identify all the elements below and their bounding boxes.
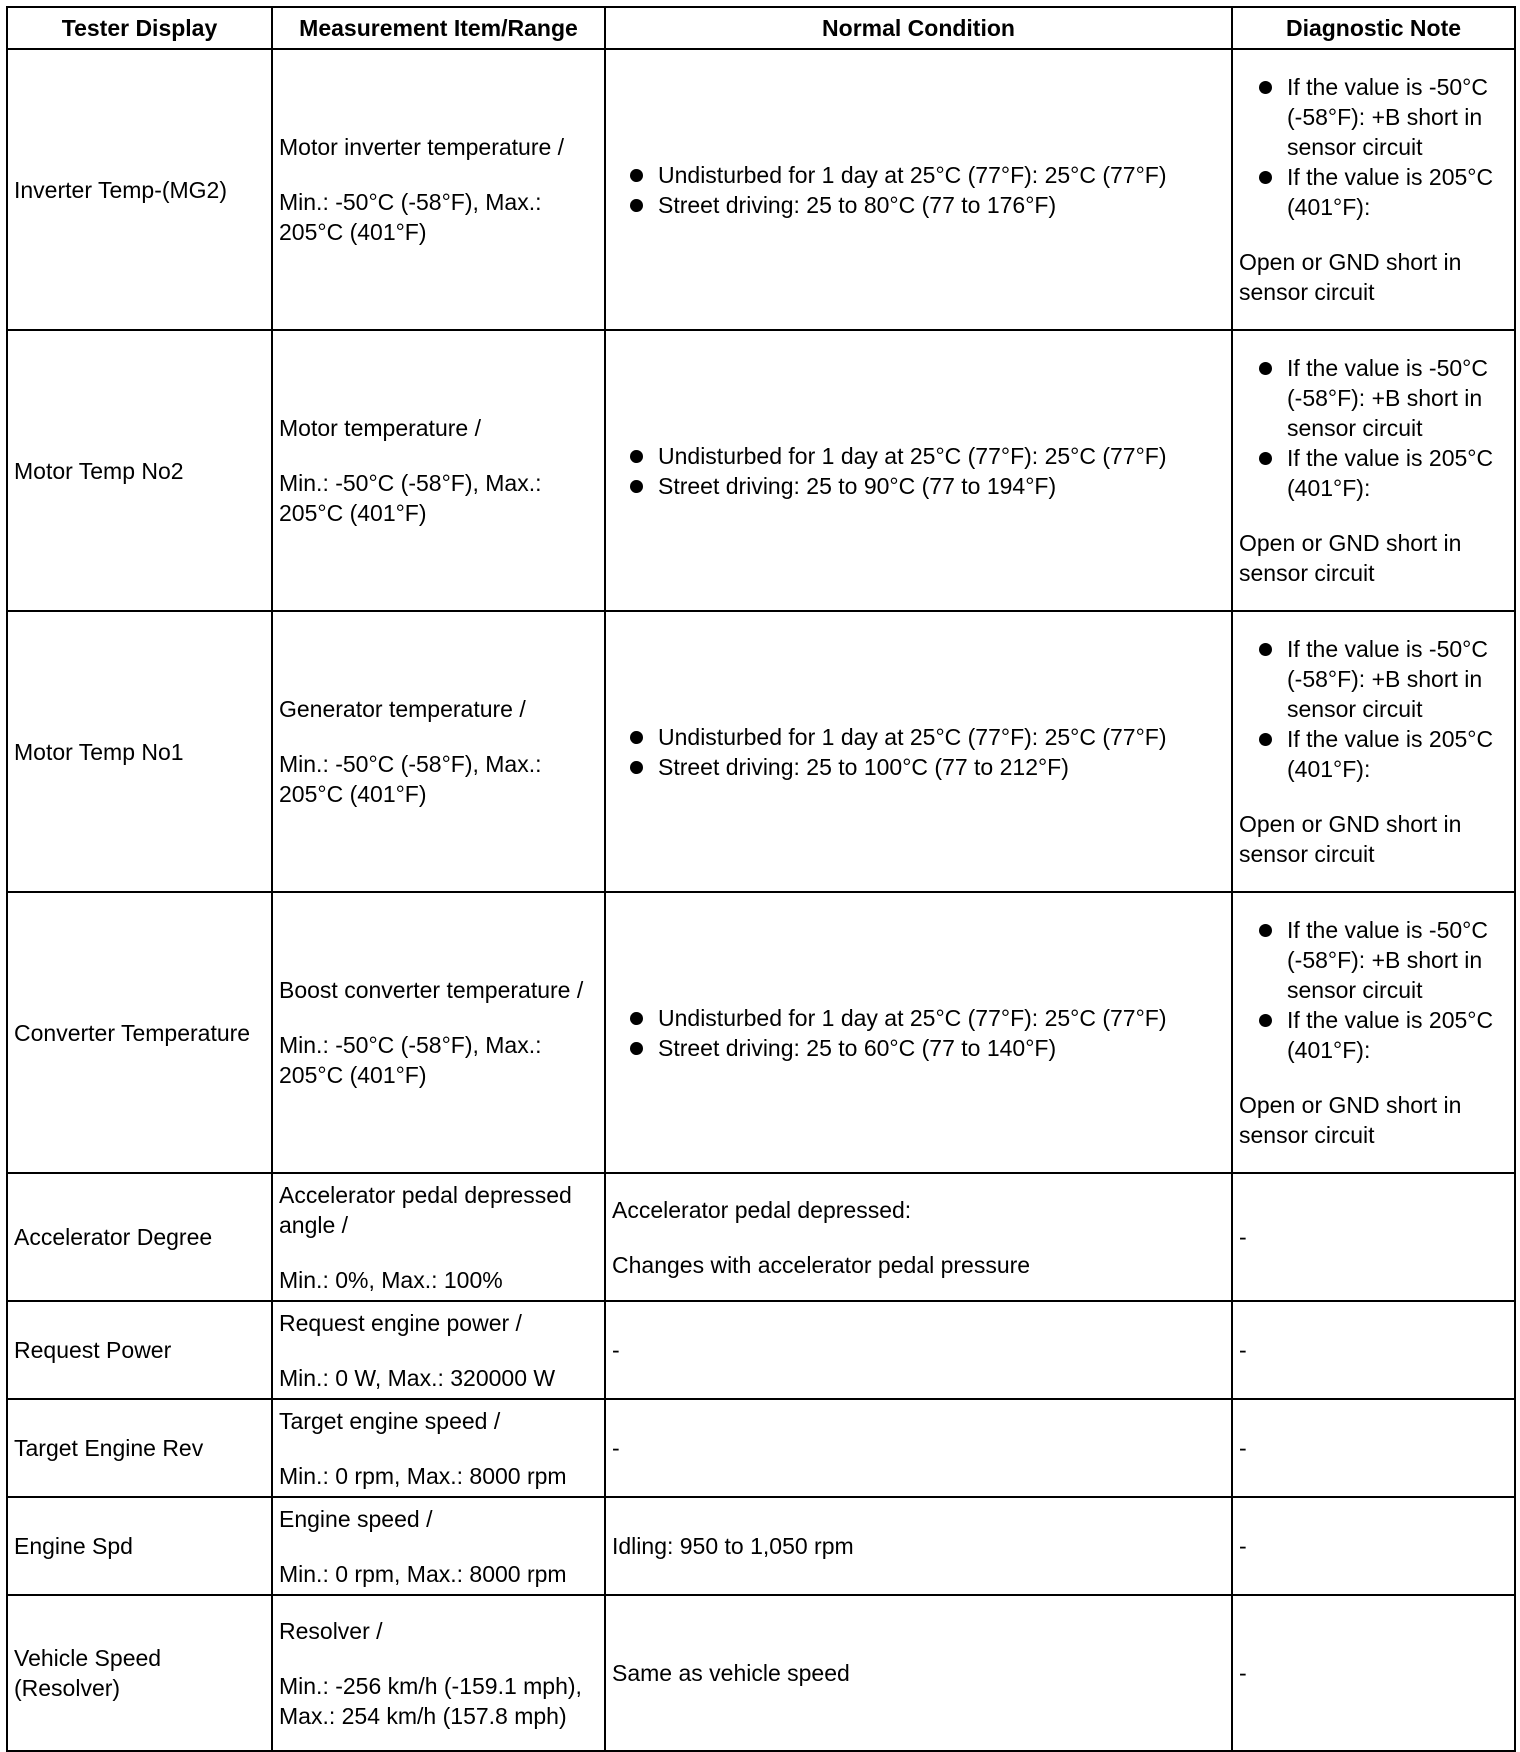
measurement-item: Target engine speed / <box>279 1407 501 1434</box>
normal-condition-cell <box>605 49 1232 330</box>
measurement-cell <box>272 1301 605 1399</box>
diagnostic-note-text: If the value is 205°C (401°F): <box>1287 164 1494 220</box>
diagnostic-note-text: If the value is -50°C (-58°F): +B short in sensor circuit <box>1287 74 1488 160</box>
measurement-cell <box>272 1595 605 1751</box>
measurement-item: Motor temperature / <box>279 415 481 441</box>
diagnostic-note-tail: Open or GND short in sensor circuit <box>1239 811 1462 867</box>
bullet-icon <box>1259 81 1272 94</box>
measurement-item: Generator temperature / <box>279 696 526 722</box>
diagnostic-note-text: If the value is -50°C (-58°F): +B short in sensor circuit <box>1287 636 1488 722</box>
normal-condition-text: Street driving: 25 to 90°C (77 to 194°F) <box>658 472 1057 499</box>
bullet-icon <box>630 761 643 774</box>
tester-display-cell: Request Power <box>7 1301 272 1399</box>
list-item <box>612 471 1225 501</box>
normal-condition-text: Changes with accelerator pedal pressure <box>612 1251 1031 1278</box>
tester-display-cell: Inverter Temp-(MG2) <box>7 49 272 330</box>
diagnostic-note-tail: Open or GND short in sensor circuit <box>1239 1092 1462 1148</box>
table-row <box>7 892 1515 1173</box>
normal-condition-cell: - <box>605 1399 1232 1497</box>
diagnostic-note-text: If the value is -50°C (-58°F): +B short in sensor circuit <box>1287 917 1488 1003</box>
bullet-icon <box>630 199 643 212</box>
normal-condition-cell <box>605 611 1232 892</box>
diagnostic-note-cell: - <box>1232 1173 1515 1301</box>
measurement-range: Min.: 0 rpm, Max.: 8000 rpm <box>279 1560 567 1587</box>
measurement-cell <box>272 1399 605 1497</box>
normal-condition-text: Street driving: 25 to 60°C (77 to 140°F) <box>658 1034 1057 1061</box>
bullet-icon <box>630 480 643 493</box>
bullet-icon <box>1259 643 1272 656</box>
table-row <box>7 1173 1515 1301</box>
diagnostic-note-cell: - <box>1232 1301 1515 1399</box>
table-row <box>7 330 1515 611</box>
diagnostic-note-cell <box>1232 611 1515 892</box>
tester-display-cell: Converter Temperature <box>7 892 272 1173</box>
measurement-item: Resolver / <box>279 1617 383 1644</box>
normal-condition-cell: - <box>605 1301 1232 1399</box>
normal-condition-cell: Same as vehicle speed <box>605 1595 1232 1751</box>
diagnostic-note-text: If the value is 205°C (401°F): <box>1287 445 1494 501</box>
list-item <box>612 722 1225 752</box>
data-list-table <box>6 6 1516 1752</box>
header-normal-condition: Normal Condition <box>605 7 1232 49</box>
measurement-cell <box>272 49 605 330</box>
measurement-cell <box>272 1497 605 1595</box>
measurement-cell <box>272 611 605 892</box>
list-item <box>612 160 1225 190</box>
measurement-range: Min.: -256 km/h (-159.1 mph), Max.: 254 km/h (157.8 mph) <box>279 1672 582 1729</box>
measurement-range: Min.: -50°C (-58°F), Max.: 205°C (401°F) <box>279 470 542 526</box>
bullet-icon <box>1259 1014 1272 1027</box>
normal-condition-cell <box>605 1173 1232 1301</box>
list-item <box>612 752 1225 782</box>
diagnostic-note-tail: Open or GND short in sensor circuit <box>1239 249 1462 305</box>
diagnostic-note-text: If the value is 205°C (401°F): <box>1287 1007 1494 1063</box>
tester-display-cell: Motor Temp No1 <box>7 611 272 892</box>
normal-condition-text: Undisturbed for 1 day at 25°C (77°F): 25°C (77°F) <box>658 161 1167 188</box>
measurement-range: Min.: 0 rpm, Max.: 8000 rpm <box>279 1462 567 1489</box>
normal-condition-text: Undisturbed for 1 day at 25°C (77°F): 25°C (77°F) <box>658 442 1167 469</box>
normal-condition-text: Undisturbed for 1 day at 25°C (77°F): 25°C (77°F) <box>658 1004 1167 1031</box>
diagnostic-note-cell <box>1232 49 1515 330</box>
table-row <box>7 49 1515 330</box>
diagnostic-note-cell: - <box>1232 1399 1515 1497</box>
measurement-range: Min.: -50°C (-58°F), Max.: 205°C (401°F) <box>279 751 542 807</box>
tester-display-cell: Target Engine Rev <box>7 1399 272 1497</box>
list-item <box>1239 634 1508 724</box>
list-item <box>612 441 1225 471</box>
bullet-icon <box>630 731 643 744</box>
measurement-item: Boost converter temperature / <box>279 977 584 1003</box>
measurement-cell <box>272 330 605 611</box>
measurement-item: Request engine power / <box>279 1309 522 1336</box>
measurement-range: Min.: -50°C (-58°F), Max.: 205°C (401°F) <box>279 189 542 245</box>
bullet-icon <box>630 1012 643 1025</box>
tester-display-cell: Accelerator Degree <box>7 1173 272 1301</box>
header-row <box>7 7 1515 49</box>
tester-display-cell: Engine Spd <box>7 1497 272 1595</box>
list-item <box>612 1033 1225 1063</box>
diagnostic-note-cell: - <box>1232 1595 1515 1751</box>
list-item <box>1239 353 1508 443</box>
diagnostic-note-tail: Open or GND short in sensor circuit <box>1239 530 1462 586</box>
table-row <box>7 1301 1515 1399</box>
normal-condition-cell <box>605 330 1232 611</box>
header-measurement-item: Measurement Item/Range <box>272 7 605 49</box>
measurement-range: Min.: 0%, Max.: 100% <box>279 1266 503 1293</box>
list-item <box>612 190 1225 220</box>
list-item <box>1239 162 1508 222</box>
bullet-icon <box>1259 452 1272 465</box>
list-item <box>1239 72 1508 162</box>
diagnostic-note-cell: - <box>1232 1497 1515 1595</box>
list-item <box>612 1003 1225 1033</box>
bullet-icon <box>1259 733 1272 746</box>
measurement-cell <box>272 1173 605 1301</box>
tester-display-cell: Motor Temp No2 <box>7 330 272 611</box>
normal-condition-cell <box>605 892 1232 1173</box>
measurement-range: Min.: 0 W, Max.: 320000 W <box>279 1364 556 1391</box>
measurement-item: Motor inverter temperature / <box>279 134 565 160</box>
bullet-icon <box>630 1042 643 1055</box>
tester-display-cell: Vehicle Speed (Resolver) <box>7 1595 272 1751</box>
header-diagnostic-note: Diagnostic Note <box>1232 7 1515 49</box>
diagnostic-note-text: If the value is -50°C (-58°F): +B short in sensor circuit <box>1287 355 1488 441</box>
bullet-icon <box>1259 362 1272 375</box>
table-row <box>7 1399 1515 1497</box>
measurement-item: Engine speed / <box>279 1505 433 1532</box>
bullet-icon <box>1259 171 1272 184</box>
normal-condition-text: Street driving: 25 to 80°C (77 to 176°F) <box>658 191 1057 218</box>
normal-condition-text: Street driving: 25 to 100°C (77 to 212°F) <box>658 753 1069 780</box>
table-row <box>7 611 1515 892</box>
measurement-cell <box>272 892 605 1173</box>
list-item <box>1239 1005 1508 1065</box>
measurement-range: Min.: -50°C (-58°F), Max.: 205°C (401°F) <box>279 1032 542 1088</box>
list-item <box>1239 724 1508 784</box>
normal-condition-text: Undisturbed for 1 day at 25°C (77°F): 25°C (77°F) <box>658 723 1167 750</box>
list-item <box>1239 443 1508 503</box>
normal-condition-text: Accelerator pedal depressed: <box>612 1196 912 1223</box>
header-tester-display: Tester Display <box>7 7 272 49</box>
normal-condition-cell: Idling: 950 to 1,050 rpm <box>605 1497 1232 1595</box>
table-row <box>7 1497 1515 1595</box>
measurement-item: Accelerator pedal depressed angle / <box>279 1181 572 1238</box>
table-row <box>7 1595 1515 1751</box>
bullet-icon <box>630 169 643 182</box>
diagnostic-note-cell <box>1232 892 1515 1173</box>
diagnostic-note-text: If the value is 205°C (401°F): <box>1287 726 1494 782</box>
list-item <box>1239 915 1508 1005</box>
diagnostic-note-cell <box>1232 330 1515 611</box>
bullet-icon <box>1259 924 1272 937</box>
bullet-icon <box>630 450 643 463</box>
